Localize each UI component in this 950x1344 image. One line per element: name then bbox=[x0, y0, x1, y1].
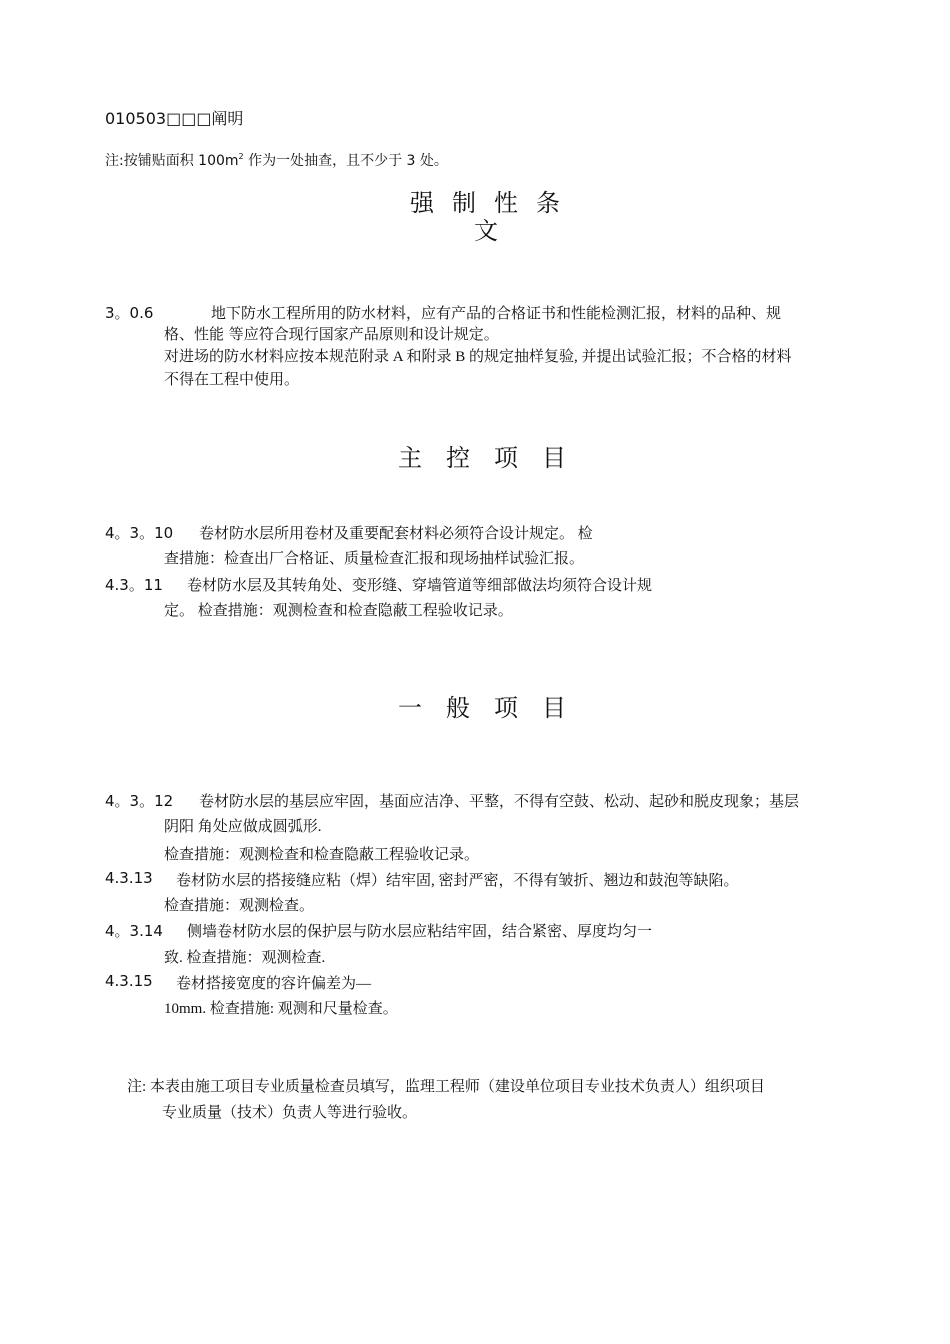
mandatory-heading-line1: 强制性条 bbox=[410, 189, 578, 217]
general-item-2-line2: 检查措施：观测检查。 bbox=[164, 898, 315, 914]
mandatory-clause-line1: 地下防水工程所用的防水材料，应有产品的合格证书和性能检测汇报，材料的品种、规 bbox=[211, 304, 782, 322]
general-item-2-number: 4.3.13 bbox=[105, 869, 153, 887]
general-item-3-line2: 致. 检查措施：观测检查. bbox=[164, 950, 326, 966]
main-item-2-number: 4.3。11 bbox=[105, 576, 163, 594]
general-item-1-line3: 检查措施：观测检查和检查隐蔽工程验收记录。 bbox=[164, 847, 480, 863]
mandatory-heading-line2: 文 bbox=[474, 217, 516, 245]
mandatory-clause-line3b: 不合格的材料 bbox=[701, 347, 792, 365]
top-note-prefix: 注:按铺贴面积 100m bbox=[105, 153, 239, 169]
general-item-4-line1: 卷材搭接宽度的容许偏差为— bbox=[176, 976, 372, 992]
mandatory-clause-number: 3。0.6 bbox=[105, 304, 154, 322]
main-item-1-line2: 查措施：检查出厂合格证、质量检查汇报和现场抽样试验汇报。 bbox=[164, 551, 585, 567]
general-item-3-line1: 侧墙卷材防水层的保护层与防水层应粘结牢固，结合紧密、厚度均匀一 bbox=[187, 924, 653, 940]
general-item-4-line2: 10mm. 检查措施: 观测和尺量检查。 bbox=[164, 1001, 398, 1017]
mandatory-clause-line2: 格、性能 等应符合现行国家产品原则和设计规定。 bbox=[164, 325, 499, 343]
doc-code: 010503□□□阐明 bbox=[105, 109, 244, 128]
top-note-suffix: 作为一处抽查，且不少于 3 处。 bbox=[243, 153, 448, 169]
top-note-sup: 2 bbox=[238, 152, 244, 161]
mandatory-clause-line3 bbox=[164, 345, 792, 366]
general-item-2-line1: 卷材防水层的搭接缝应粘（焊）结牢固, 密封严密，不得有皱折、翘边和鼓泡等缺陷。 bbox=[176, 873, 739, 889]
general-item-3-number: 4。3.14 bbox=[105, 922, 163, 940]
footer-note-line1: 注: 本表由施工项目专业质量检查员填写，监理工程师（建设单位项目专业技术负责人）组织项目 bbox=[127, 1079, 765, 1095]
main-item-2-line2: 定。 检查措施：观测检查和检查隐蔽工程验收记录。 bbox=[164, 603, 513, 619]
mandatory-clause-line4: 不得在工程中使用。 bbox=[164, 370, 300, 388]
top-note bbox=[105, 150, 448, 170]
mandatory-clause-line3a: 对进场的防水材料应按本规范附录 A 和附录 B 的规定抽样复验, 并提出试验汇报； bbox=[164, 349, 702, 365]
footer-note-line2: 专业质量（技术）负责人等进行验收。 bbox=[162, 1105, 418, 1121]
general-item-4-number: 4.3.15 bbox=[105, 972, 153, 990]
general-item-1-line1: 卷材防水层的基层应牢固，基面应洁净、平整，不得有空鼓、松动、起砂和脱皮现象；基层 bbox=[199, 794, 800, 810]
main-item-2-line1: 卷材防水层及其转角处、变形缝、穿墙管道等细部做法均须符合设计规 bbox=[187, 578, 653, 594]
main-control-heading: 主控项目 bbox=[398, 444, 590, 472]
general-heading: 一般项目 bbox=[398, 694, 590, 722]
main-item-1-number: 4。3。10 bbox=[105, 524, 174, 542]
general-item-1-line2: 阴阳 角处应做成圆弧形. bbox=[164, 819, 322, 835]
main-item-1-line1: 卷材防水层所用卷材及重要配套材料必须符合设计规定。 检 bbox=[199, 526, 593, 542]
general-item-1-number: 4。3。12 bbox=[105, 792, 174, 810]
